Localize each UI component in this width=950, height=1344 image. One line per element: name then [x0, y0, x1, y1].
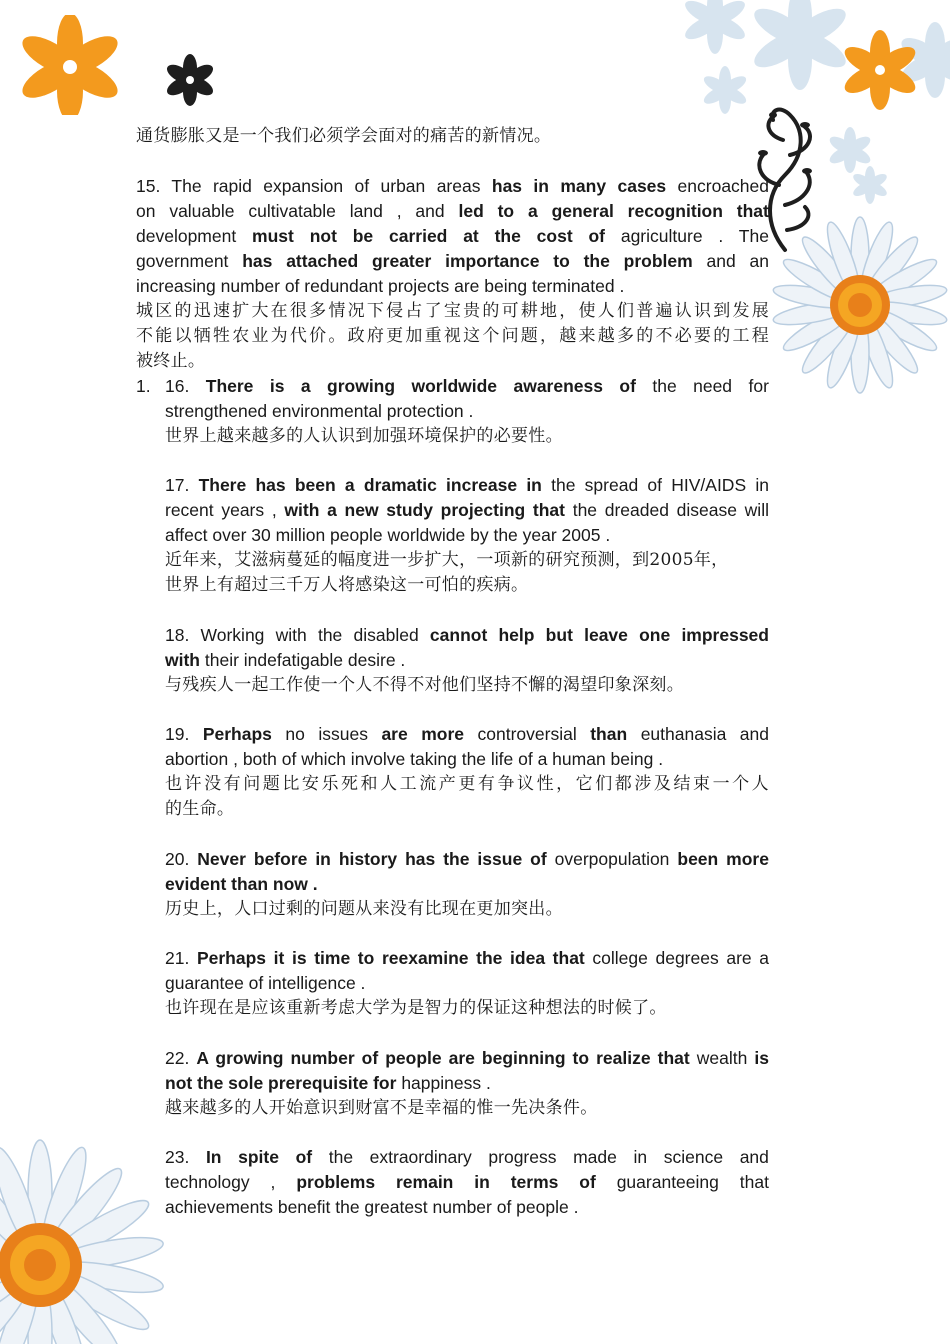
p15-line2: on valuable cultivatable land , and led to a general recognition that — [136, 201, 769, 221]
p16-zh1: 世界上越来越多的人认识到加强环境保护的必要性。 — [165, 426, 563, 446]
p21-line1: 21. Perhaps it is time to reexamine the idea that college degrees are a — [165, 948, 770, 968]
p16-line1: 16. There is a growing worldwide awareness of the need for — [165, 376, 769, 396]
p23-line2: technology , problems remain in terms of guaranteeing that — [165, 1172, 769, 1192]
p17-line2: recent years , with a new study projecting that the dreaded disease will — [165, 500, 769, 520]
p19-zh1: 也许没有问题比安乐死和人工流产更有争议性，它们都涉及结束一个人 — [165, 774, 769, 794]
p22-line1: 22. A growing number of people are beginning to realize that wealth is — [165, 1048, 769, 1068]
p15-line1: 15. The rapid expansion of urban areas has in many cases encroached — [136, 176, 770, 196]
p18-line1: 18. Working with the disabled cannot help but leave one impressed — [165, 625, 769, 645]
p21-zh1: 也许现在是应该重新考虑大学为是智力的保证这种想法的时候了。 — [165, 998, 667, 1018]
p19-line2: abortion , both of which involve taking the life of a human being . — [165, 749, 664, 769]
p18-zh1: 与残疾人一起工作使一个人不得不对他们坚持不懈的渴望印象深刻。 — [165, 675, 684, 695]
p14-zh: 通货膨胀又是一个我们必须学会面对的痛苦的新情况。 — [136, 126, 552, 146]
p20-line1: 20. Never before in history has the issue of overpopulation been more — [165, 849, 769, 869]
p15-zh2: 不能以牺牲农业为代价。政府更加重视这个问题，越来越多的不必要的工程 — [136, 326, 769, 346]
p22-line2: not the sole prerequisite for happiness . — [165, 1073, 491, 1093]
list-marker: 1. — [136, 376, 151, 396]
p15-line5: increasing number of redundant projects are being terminated . — [136, 276, 625, 296]
p20-zh1: 历史上，人口过剩的问题从来没有比现在更加突出。 — [165, 899, 563, 919]
p21-line2: guarantee of intelligence . — [165, 973, 366, 993]
p17-zh2: 世界上有超过三千万人将感染这一可怕的疾病。 — [165, 575, 529, 595]
p22-zh1: 越来越多的人开始意识到财富不是幸福的惟一先决条件。 — [165, 1098, 598, 1118]
p16-line2: strengthened environmental protection . — [165, 401, 474, 421]
p17-zh1: 近年来，艾滋病蔓延的幅度进一步扩大，一项新的研究预测，到2005年， — [165, 550, 729, 570]
p17-line3: affect over 30 million people worldwide by the year 2005 . — [165, 525, 611, 545]
p15-line4: government has attached greater importance to the problem and an — [136, 251, 769, 271]
p19-zh2: 的生命。 — [165, 799, 235, 819]
p15-line3: development must not be carried at the cost of agriculture . The — [136, 226, 769, 246]
p15-zh1: 城区的迅速扩大在很多情况下侵占了宝贵的可耕地，使人们普遍认识到发展 — [136, 301, 769, 321]
p23-line1: 23. In spite of the extraordinary progress made in science and — [165, 1147, 769, 1167]
p19-line1: 19. Perhaps no issues are more controversial than euthanasia and — [165, 724, 769, 744]
p17-line1: 17. There has been a dramatic increase in the spread of HIV/AIDS in — [165, 475, 769, 495]
p15-zh3: 被终止。 — [136, 351, 206, 371]
p23-line3: achievements benefit the greatest number of people . — [165, 1197, 579, 1217]
p18-line2: with their indefatigable desire . — [165, 650, 406, 670]
p20-line2: evident than now . — [165, 874, 318, 894]
